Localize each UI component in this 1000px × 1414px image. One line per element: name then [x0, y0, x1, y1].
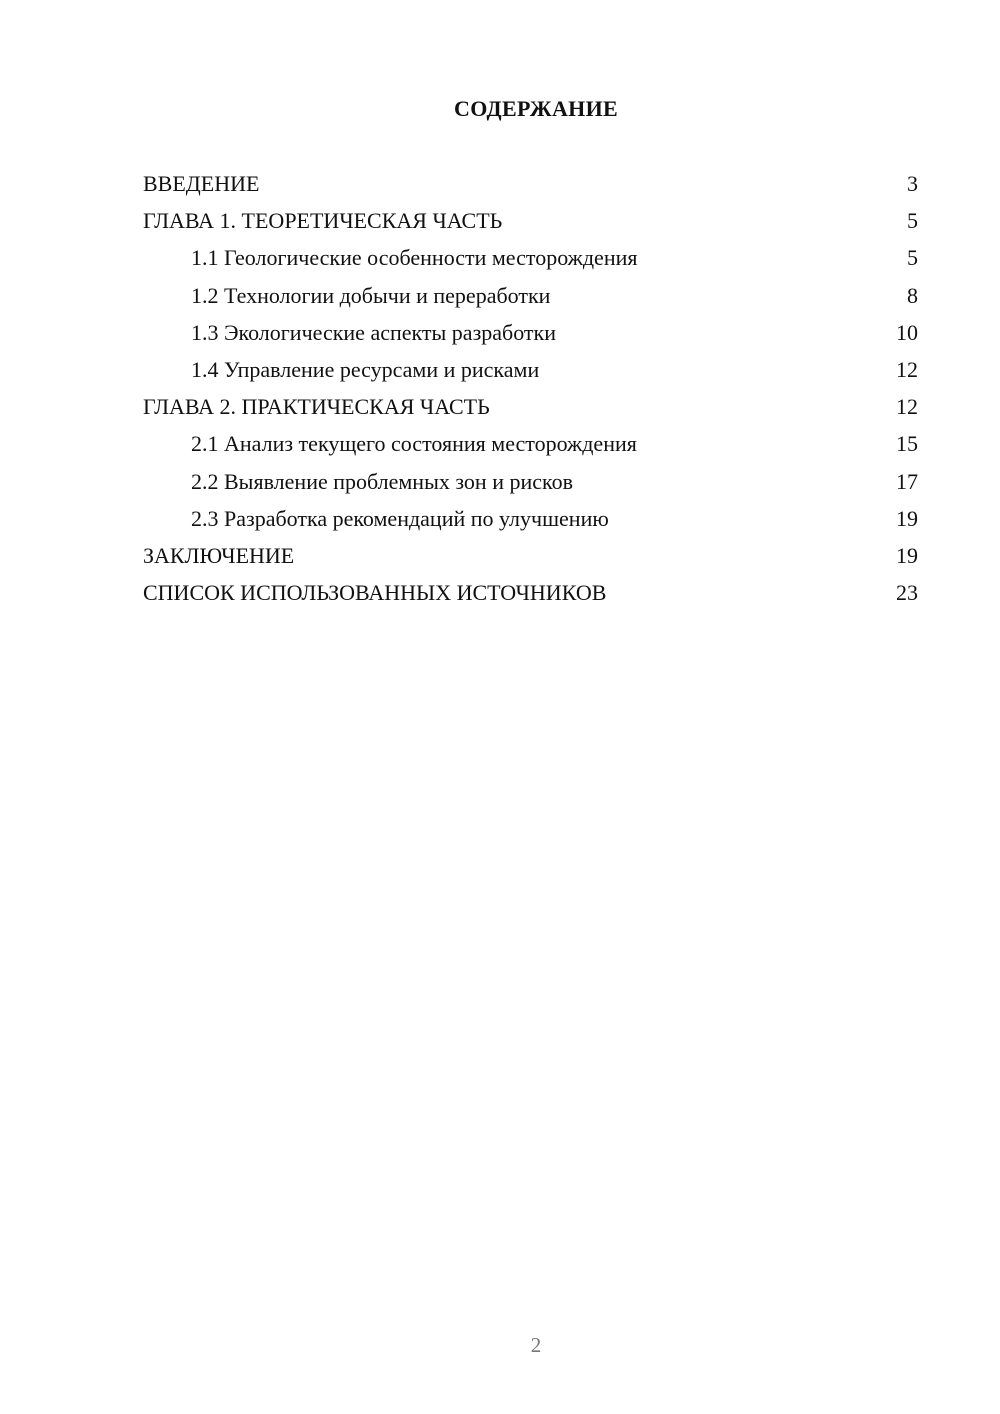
toc-subentry: [143, 466, 918, 503]
toc-entry-label: ЗАКЛЮЧЕНИЕ: [143, 542, 295, 568]
toc-entry-page: 5: [907, 245, 918, 271]
toc-subentry: [143, 428, 918, 465]
toc-entry-page: 23: [896, 580, 918, 606]
toc-entry: [143, 168, 918, 205]
toc-subentry: [143, 242, 918, 279]
toc-entry-label: 1.4 Управление ресурсами и рисками: [191, 356, 540, 382]
toc-entry-label: 1.3 Экологические аспекты разработки: [191, 319, 557, 345]
toc-title: СОДЕРЖАНИЕ: [454, 96, 618, 121]
toc-entry: [143, 391, 918, 428]
toc-subentry: [143, 503, 918, 540]
toc-entry-page: 19: [896, 505, 918, 531]
toc-entry-label: 1.1 Геологические особенности месторождения: [191, 245, 638, 271]
toc-entry-label: ГЛАВА 2. ПРАКТИЧЕСКАЯ ЧАСТЬ: [143, 394, 490, 420]
toc-entry-page: 10: [896, 319, 918, 345]
toc-entry-label: 2.1 Анализ текущего состояния месторождения: [191, 431, 637, 457]
toc-entry-page: 12: [896, 394, 918, 420]
toc-entry-page: 8: [907, 282, 918, 308]
toc-entry-label: СПИСОК ИСПОЛЬЗОВАННЫХ ИСТОЧНИКОВ: [143, 580, 607, 606]
toc-subentry: [143, 354, 918, 391]
toc-entry-label: 2.2 Выявление проблемных зон и рисков: [191, 468, 573, 494]
toc-entry-page: 15: [896, 431, 918, 457]
toc-entry-page: 12: [896, 356, 918, 382]
toc-entry: [143, 540, 918, 577]
toc-entry-page: 3: [907, 171, 918, 196]
toc-entry-page: 19: [896, 542, 918, 568]
toc-subentry: [143, 280, 918, 317]
toc-entry-label: ГЛАВА 1. ТЕОРЕТИЧЕСКАЯ ЧАСТЬ: [143, 208, 503, 234]
page-number: 2: [530, 1333, 542, 1357]
toc-entry-label: 1.2 Технологии добычи и переработки: [191, 282, 551, 308]
toc-entry-page: 5: [907, 208, 918, 234]
toc-subentry: [143, 317, 918, 354]
toc-entry: [143, 577, 918, 614]
table-of-contents: [143, 168, 918, 614]
toc-entry-label: 2.3 Разработка рекомендаций по улучшению: [191, 505, 609, 531]
toc-entry-page: 17: [896, 468, 918, 494]
toc-entry-label: ВВЕДЕНИЕ: [143, 171, 260, 196]
toc-entry: [143, 205, 918, 242]
